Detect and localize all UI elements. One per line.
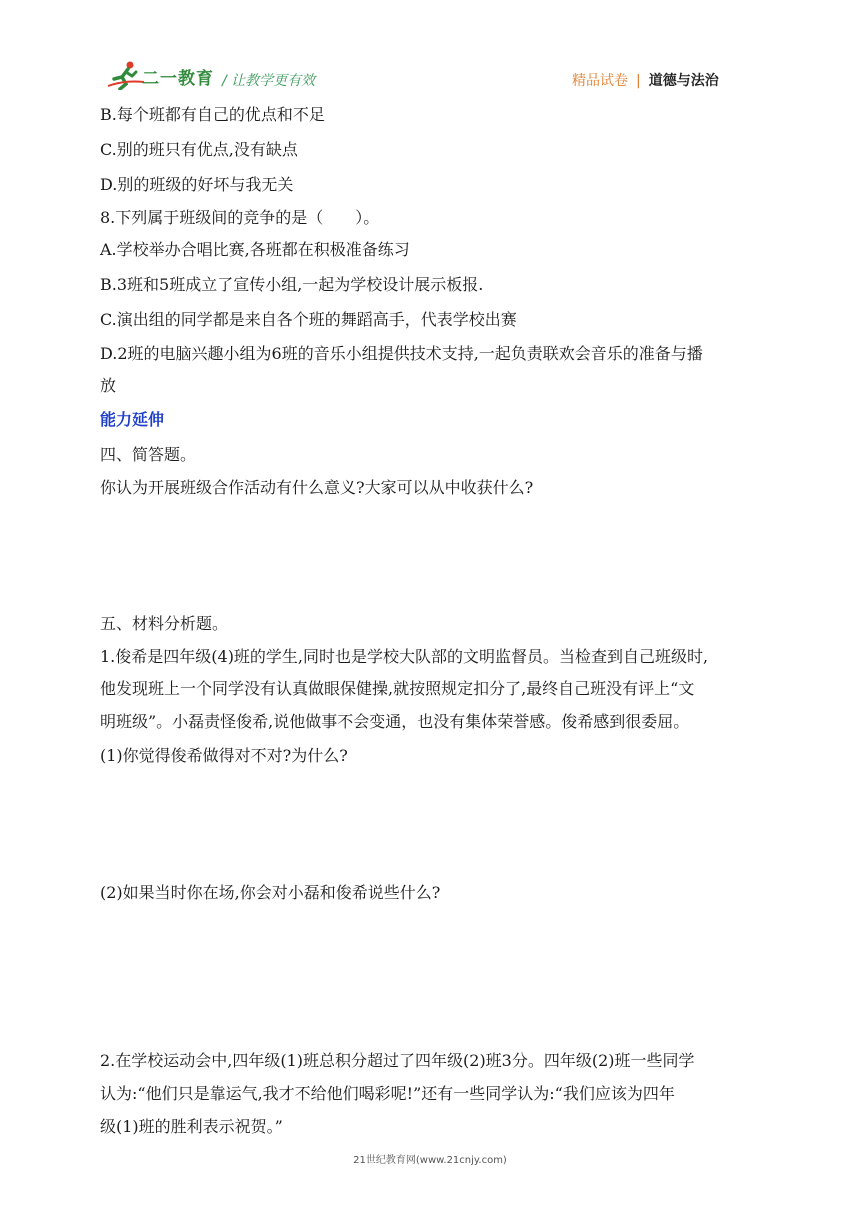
runner-logo-icon [106, 60, 146, 90]
header-separator: | [636, 73, 641, 89]
short-answer-title: 四、简答题。 [100, 445, 197, 464]
option-c: C.别的班只有优点,没有缺点 [100, 140, 298, 159]
material-q1-line3: 明班级”。小磊责怪俊希,说他做事不会变通，也没有集体荣誉感。俊希感到很委屈。 [100, 712, 690, 731]
short-answer-question: 你认为开展班级合作活动有什么意义?大家可以从中收获什么? [100, 478, 534, 497]
material-q1-line1: 1.俊希是四年级(4)班的学生,同时也是学校大队部的文明监督员。当检查到自己班级时, [100, 647, 709, 666]
logo [106, 58, 216, 92]
page-footer: 21世纪教育网(www.21cnjy.com) [353, 1155, 507, 1166]
option-b: B.每个班都有自己的优点和不足 [100, 105, 325, 124]
logo-text: 二一教育 [142, 69, 214, 89]
slogan: / 让教学更有效 [222, 73, 316, 89]
material-q1-sub2: (2)如果当时你在场,你会对小磊和俊希说些什么? [100, 883, 441, 902]
q8-option-a: A.学校举办合唱比赛,各班都在积极准备练习 [100, 240, 410, 259]
material-q2-line2: 认为:“他们只是靠运气,我才不给他们喝彩呢!”还有一些同学认为:“我们应该为四年 [100, 1084, 675, 1103]
q8-option-b: B.3班和5班成立了宣传小组,一起为学校设计展示板报. [100, 275, 484, 294]
q8-option-c: C.演出组的同学都是来自各个班的舞蹈高手，代表学校出赛 [100, 310, 517, 329]
material-title: 五、材料分析题。 [100, 614, 229, 633]
q8-option-d: D.2班的电脑兴趣小组为6班的音乐小组提供技术支持,一起负责联欢会音乐的准备与播 [100, 344, 703, 363]
question-8: 8.下列属于班级间的竞争的是（ ）。 [100, 208, 380, 227]
material-q1-line2: 他发现班上一个同学没有认真做眼保健操,就按照规定扣分了,最终自己班没有评上“文 [100, 679, 695, 698]
material-q1-sub1: (1)你觉得俊希做得对不对?为什么? [100, 746, 348, 765]
q8-option-d-cont: 放 [100, 376, 117, 395]
material-q2-line3: 级(1)班的胜利表示祝贺。” [100, 1117, 283, 1136]
header-tag: 精品试卷 [572, 73, 628, 89]
option-d: D.别的班级的好坏与我无关 [100, 175, 294, 194]
header-right [572, 70, 719, 90]
page-header [0, 0, 860, 100]
header-subject: 道德与法治 [648, 73, 719, 89]
section-heading: 能力延伸 [100, 410, 165, 429]
material-q2-line1: 2.在学校运动会中,四年级(1)班总积分超过了四年级(2)班3分。四年级(2)班一些同学 [100, 1051, 695, 1070]
